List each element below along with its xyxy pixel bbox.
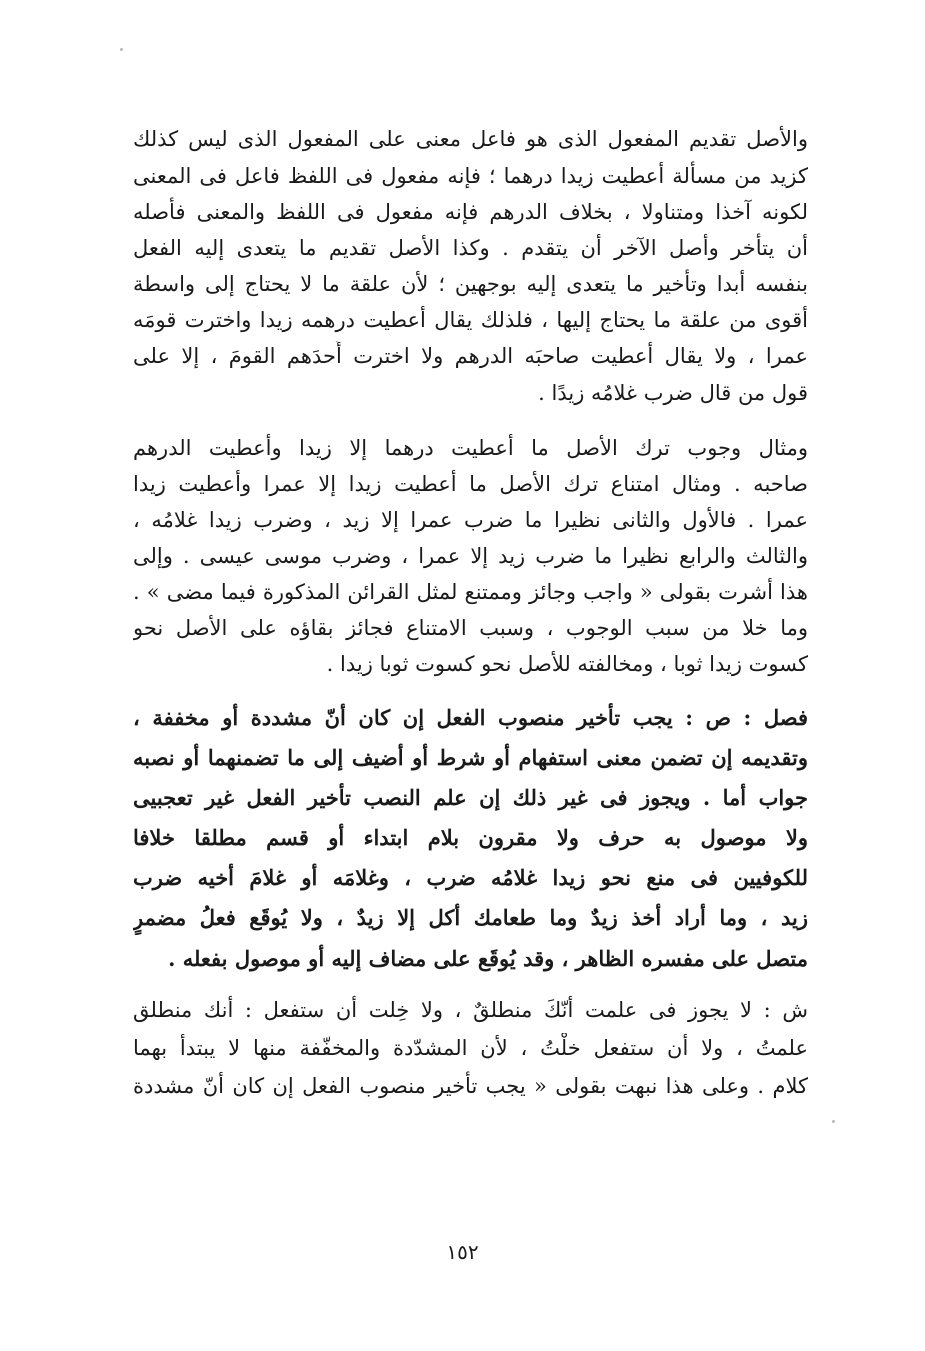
scan-mark [120, 48, 123, 51]
text-line: ولا موصول به حرف ولا مقرون بلام ابتداء أو قسم مطلقا خلافا [133, 825, 808, 850]
text-line: فصل : ص : يجب تأخير منصوب الفعل إن كان أنّ مشددة أو مخففة ، [133, 705, 808, 730]
text-line: هذا أشرت بقولى « واجب وجائز وممتنع لمثل القرائن المذكورة فيما مضى » . [133, 580, 808, 604]
text-line: أقوى من علقة ما يحتاج إليها ، فلذلك يقال أعطيت درهمه زيدا واخترت قومَه [133, 308, 808, 332]
text-line: والأصل تقديم المفعول الذى هو فاعل معنى على المفعول الذى ليس كذلك [133, 127, 808, 151]
text-line: لكونه آخذا ومتناولا ، بخلاف الدرهم فإنه مفعول فى اللفظ والمعنى فأصله [133, 200, 808, 224]
text-line: وتقديمه إن تضمن معنى استفهام أو شرط أو أضيف إلى ما تضمنهما أو نصبه [133, 745, 808, 770]
scan-mark [832, 1120, 835, 1123]
text-line: قول من قال ضرب غلامُه زيدًا . [538, 381, 808, 405]
text-line: عمرا . فالأول والثانى نظيرا ما ضرب عمرا إلا زيد ، وضرب زيدا غلامُه ، [133, 508, 808, 532]
text-line: جواب أما . ويجوز فى غير ذلك إن علم النصب تأخير الفعل غير تعجبيى [133, 785, 808, 810]
text-line: كلام . وعلى هذا نبهت بقولى « يجب تأخير منصوب الفعل إن كان أنّ مشددة [133, 1074, 808, 1098]
text-line: ش : لا يجوز فى علمت أنّكَ منطلقٌ ، ولا خِلت أن ستفعل : أنك منطلق [133, 998, 808, 1022]
page-number: ١٥٢ [446, 1240, 479, 1264]
text-line: كزيد من مسألة أعطيت زيدا درهما ؛ فإنه مفعول فى اللفظ فاعل فى المعنى [133, 164, 808, 188]
text-line: متصل على مفسره الظاهر ، وقد يُوقَع على مضاف إليه أو موصول بفعله . [168, 946, 808, 971]
text-line: أن يتأخر وأصل الآخر أن يتقدم . وكذا الأصل تقديم ما يتعدى إليه الفعل [133, 236, 808, 260]
text-line: علمتُ ، ولا أن ستفعل خلْتُ ، لأن المشدّدة والمخفّفة منها لا يبتدأ بهما [133, 1036, 808, 1060]
text-line: والثالث والرابع نظيرا ما ضرب زيد إلا عمرا ، وضرب موسى عيسى . وإلى [133, 544, 808, 568]
text-line: للكوفيين فى منع نحو زيدا غلامُه ضرب ، وغلامَه أو غلامَ أخيه ضرب [133, 865, 808, 890]
text-line: ومثال وجوب ترك الأصل ما أعطيت درهما إلا زيدا وأعطيت الدرهم [133, 436, 808, 460]
text-line: بنفسه أبدا وتأخير ما يتعدى إليه بوجهين ؛ لأن علقة ما لا يحتاج إلى واسطة [133, 272, 808, 296]
text-line: صاحبه . ومثال امتناع ترك الأصل ما أعطيت زيدا إلا عمرا وأعطيت زيدا [133, 472, 808, 496]
text-line: كسوت زيدا ثوبا ، ومخالفته للأصل نحو كسوت ثوبا زيدا . [326, 652, 808, 676]
text-line: عمرا ، ولا يقال أعطيت صاحبَه الدرهم ولا اخترت أَحدَهم القومَ ، إلا على [133, 344, 808, 368]
text-line: وما خلا من سبب الوجوب ، وسبب الامتناع فجائز بقاؤه على الأصل نحو [133, 616, 808, 640]
text-line: زيد ، وما أراد أخذ زيدٌ وما طعامك أكل إلا زيدٌ ، ولا يُوقَع فعلُ مضمرٍ [133, 905, 808, 930]
